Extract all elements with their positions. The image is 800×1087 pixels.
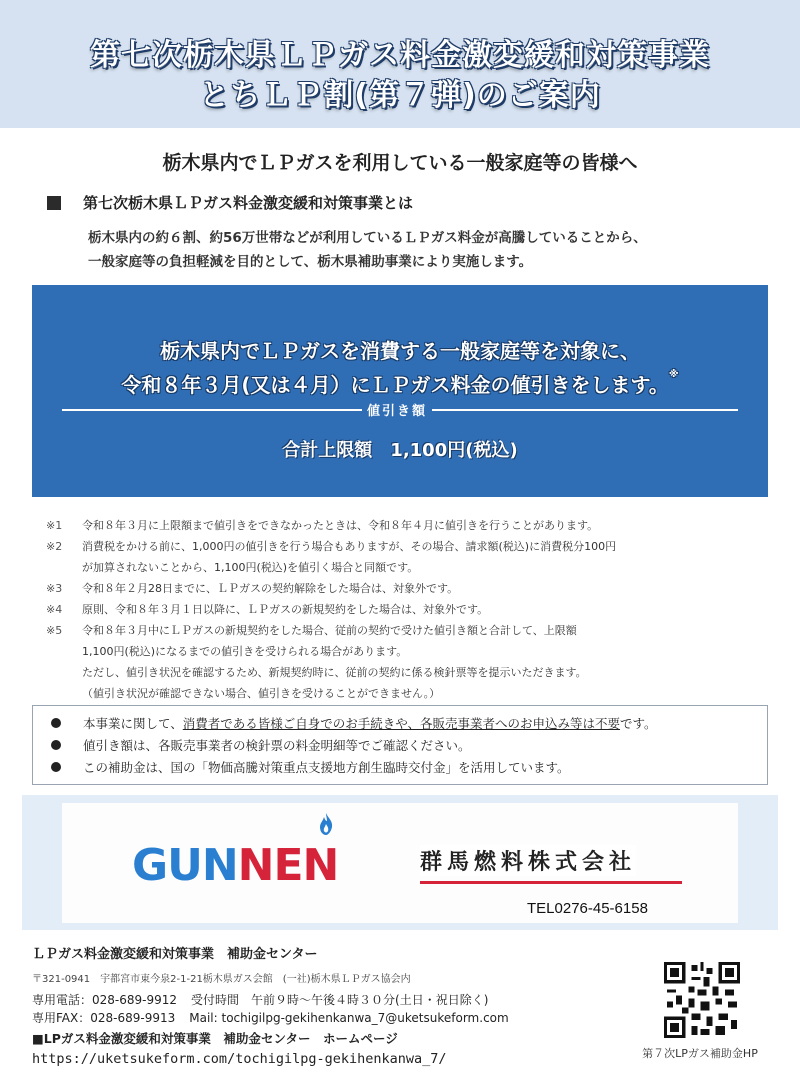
page-title-line2: とちＬＰ割(第７弾)のご案内 [199, 78, 601, 113]
gunnen-logo [132, 840, 338, 891]
contact-footer [32, 943, 642, 1067]
discount-label: 値引き額 [366, 404, 427, 419]
title-header [0, 0, 800, 128]
note-text: 消費税をかける前に、1,000円の値引きを行う場合もありますが、その場合、請求額(税込)に消費税分100円 [82, 540, 617, 553]
limit-amount: 合計上限額 1,100円(税込) [282, 440, 518, 461]
info-item1-post: です。 [620, 716, 657, 731]
square-bullet-icon [47, 196, 61, 210]
logo-gun: GUN [132, 840, 238, 891]
notes-list [46, 515, 766, 704]
note-item [46, 536, 766, 578]
banner-line2 [32, 369, 768, 398]
note-item [46, 599, 766, 620]
info-item2: 値引き額は、各販売事業者の検針票の料金明細等でご確認ください。 [83, 738, 471, 753]
footer-homepage-label: ■LPガス料金激変緩和対策事業 補助金センター ホームページ [32, 1031, 398, 1046]
flame-icon [318, 813, 334, 835]
info-item [51, 756, 767, 778]
note-text: （値引き状況が確認できない場合、値引きを受けることができません。） [82, 687, 441, 700]
footer-hours: 受付時間 午前９時～午後４時３０分(土日・祝日除く) [191, 993, 489, 1007]
qr-code-icon[interactable] [664, 962, 740, 1038]
note-text: 1,100円(税込)になるまでの値引きを受けられる場合があります。 [82, 645, 408, 658]
footer-fax: 専用FAX：028-689-9913 [32, 1011, 176, 1025]
note-mark: ※1 [46, 519, 63, 532]
note-mark: ※2 [46, 540, 63, 553]
note-mark: ※4 [46, 603, 63, 616]
company-tel: TEL0276-45-6158 [527, 900, 648, 917]
note-text: が加算されないことから、1,100円(税込)を値引く場合と同額です。 [82, 561, 419, 574]
bullet-dot-icon [51, 762, 61, 772]
company-underline [420, 881, 682, 884]
note-text: 令和８年３月に上限額まで値引きをできなかったときは、令和８年４月に値引きを行うことがあります。 [82, 519, 599, 532]
divider-right [432, 409, 738, 411]
section-title: 第七次栃木県ＬＰガス料金激変緩和対策事業とは [83, 194, 414, 212]
qr-caption: 第７次LPガス補助金HP [642, 1047, 758, 1060]
note-text: 原則、令和８年３月１日以降に、ＬＰガスの新規契約をした場合は、対象外です。 [82, 603, 489, 616]
info-item [51, 712, 767, 734]
section-body-line1: 栃木県内の約６割、約56万世帯などが利用しているＬＰガス料金が高騰していることから、 [88, 230, 647, 246]
footer-phone-row [32, 991, 642, 1009]
banner-line2-text: 令和８年３月(又は４月）にＬＰガス料金の値引きをします。 [121, 373, 669, 397]
footer-url-link[interactable]: https://uketsukeform.com/tochigilpg-gekihenkanwa_7/ [32, 1051, 447, 1067]
divider-left [62, 409, 362, 411]
bullet-dot-icon [51, 718, 61, 728]
footer-address: 〒321-0941 宇都宮市東今泉2-1-21栃木県ガス会館 (一社)栃木県ＬＰガス協会内 [32, 974, 411, 985]
banner-line1: 栃木県内でＬＰガスを消費する一般家庭等を対象に、 [160, 339, 640, 363]
note-text: 令和８年２月28日までに、ＬＰガスの契約解除をした場合は、対象外です。 [82, 582, 459, 595]
section-body [88, 226, 768, 274]
discount-banner [32, 285, 768, 497]
note-text: 令和８年３月中にＬＰガスの新規契約をした場合、従前の契約で受けた値引き額と合計して、上限額 [82, 624, 577, 637]
logo-nen: NEN [237, 840, 339, 891]
footer-title: ＬＰガス料金激変緩和対策事業 補助金センター [32, 947, 318, 962]
note-mark: ※3 [46, 582, 63, 595]
note-text: ただし、値引き状況を確認するため、新規契約時に、従前の契約に係る検針票等を提示いただきます。 [82, 666, 587, 679]
note-item [46, 578, 766, 599]
info-item1-pre: 本事業に関して、 [83, 716, 183, 731]
info-item3: この補助金は、国の「物価高騰対策重点支援地方創生臨時交付金」を活用しています。 [83, 760, 570, 775]
info-box [32, 705, 768, 785]
company-name: 群馬燃料株式会社 [420, 845, 636, 876]
sponsor-area [22, 795, 778, 930]
section-body-line2: 一般家庭等の負担軽減を目的として、栃木県補助事業により実施します。 [88, 254, 533, 270]
section-heading [47, 192, 413, 213]
info-item [51, 734, 767, 756]
info-item1-underlined: 消費者である皆様ご自身でのお手続きや、各販売事業者へのお申込み等は不要 [182, 716, 621, 731]
note-item [46, 620, 766, 704]
note-item [46, 515, 766, 536]
footer-fax-row [32, 1009, 642, 1027]
footer-phone: 専用電話：028-689-9912 [32, 993, 178, 1007]
bullet-dot-icon [51, 740, 61, 750]
banner-note-mark: ※ [668, 369, 679, 380]
note-mark: ※5 [46, 624, 63, 637]
footer-mail[interactable]: Mail: tochigilpg-gekihenkanwa_7@uketsukeform.com [189, 1011, 509, 1025]
greeting-heading: 栃木県内でＬＰガスを利用している一般家庭等の皆様へ [162, 152, 638, 174]
page-title-line1: 第七次栃木県ＬＰガス料金激変緩和対策事業 [90, 38, 710, 73]
